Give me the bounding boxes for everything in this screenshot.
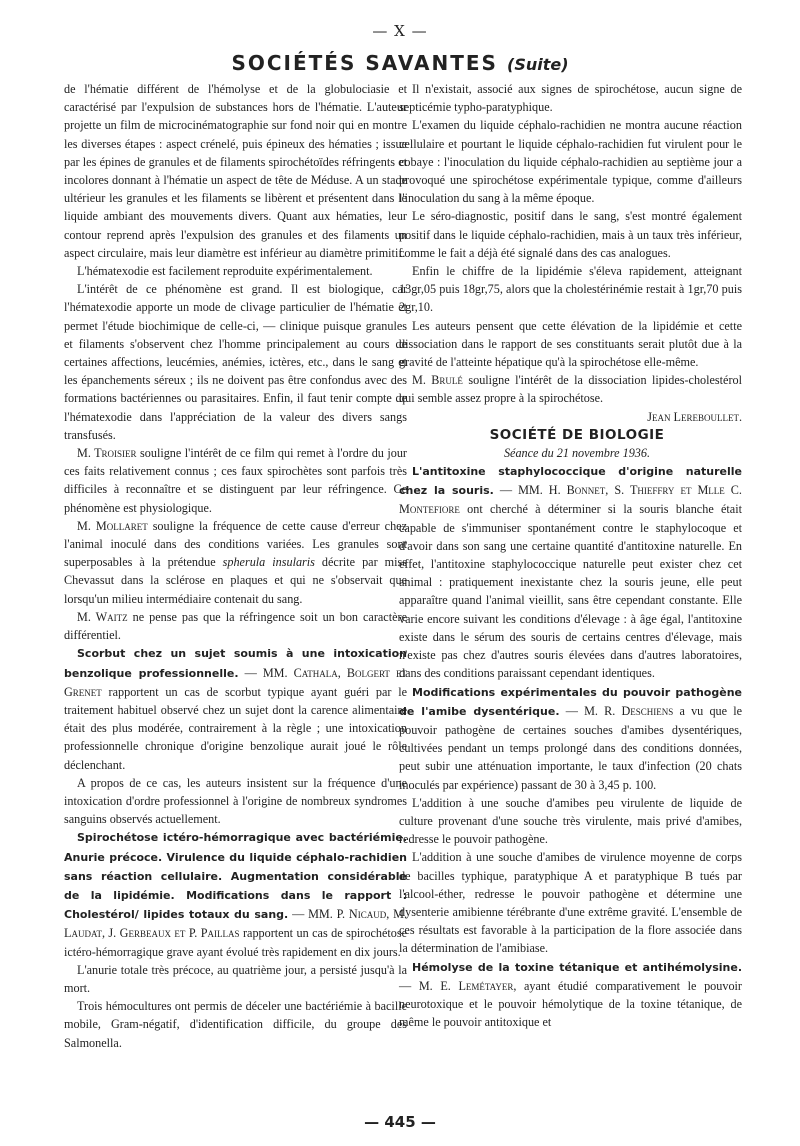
paragraph — [64, 644, 407, 773]
paragraph-text: souligne l'intérêt de ce film qui remet à l'ordre du jour ces faits relativement connus ; ces faux spirochètes sont parfois très difficiles à reconnaître et se distinguent par leur réfringence. Ce phénomène est physiologique. — [64, 446, 407, 515]
paragraph — [64, 517, 407, 608]
section-subtitle: Séance du 21 novembre 1936. — [503, 445, 651, 460]
roman-page-marker: — X — — [372, 22, 428, 40]
header-suite: (Suite) — [507, 55, 569, 74]
paragraph: L'examen du liquide céphalo-rachidien ne montra aucune réaction cellulaire et pourtant le liquide céphalo-rachidien fut virulent pour le cobaye : l'inoculation du liquide céphalo-rachidien au septième jour a provoqué une spirochétose expérimentale typique, comme d'ailleurs l'inoculation du sang à la même époque. — [399, 118, 742, 206]
communication-title: Spirochétose ictéro-hémorragique avec bactériémie. Anurie précoce. Virulence du liquide céphalo-rachidien sans réaction cellulaire. Augmentation considérable de la lipidémie. Modifications dans le rapport : Cholestérol/ lipides totaux du sang. — [64, 831, 407, 922]
paragraph: Les auteurs pensent que cette élévation de la lipidémie et cette dissociation dans le rapport de ses constituants serait plutôt due à la gravité de l'atteinte hépatique qu'à la spirochétose elle-même. — [399, 318, 742, 370]
paragraph-text: , ayant étudié comparativement le pouvoir neurotoxique et le pouvoir hémolytique de la toxine tétanique, de même le pouvoir antitoxique et — [399, 978, 742, 1030]
communication-title: Modifications expérimentales du pouvoir pathogène de l'amibe dysentérique. — [399, 685, 742, 718]
author-name: M. Waitz — [77, 609, 128, 624]
author-names: MM. Cathala, Bolgert et Grenet — [64, 665, 407, 699]
paragraph-text: rapportent un cas de spirochétose ictéro-hémorragique grave ayant évolué très rapidement en dix jours. — [64, 926, 407, 959]
paragraph — [64, 608, 407, 644]
paragraph — [399, 371, 742, 407]
paragraph: L'intérêt de ce phénomène est grand. Il est biologique, car l'hématexodie apporte un mode de clivage particulier de l'hématie et permet l'étude biochimique de celle-ci, — clinique puisque granules et filaments s'observent chez l'homme principalement au cours de certaines affections, leucémies, anémies, ictères, etc., dans le sang et les épanchements séreux ; ils ne doivent pas être confondus avec des formations bactériennes ou parasitaires. Enfin, il faut tenir compte de l'hématexodie dans l'appréciation de la valeur des divers sangs transfusés. — [64, 282, 407, 442]
dash: — — [559, 703, 585, 718]
paragraph — [64, 828, 407, 960]
page-number: — 445 — — [364, 1113, 436, 1131]
paragraph — [64, 444, 407, 517]
paragraph — [399, 958, 742, 1032]
communication-title: L'antitoxine staphylococcique d'origine naturelle chez la souris. — [399, 465, 742, 498]
dash: — — [288, 907, 309, 922]
author-name: M. Troisier — [77, 446, 137, 461]
paragraph: L'addition à une souche d'amibes de virulence moyenne de corps de bacilles typhique, paratyphique A et paratyphique B tués par l'alcool-éther, redresse le pouvoir pathogène et détermine une dysenterie amibienne térébrante d'une extrême gravité. L'ensemble de ces résultats est favorable à la participation de la flore associée dans la détermination de l'amibiase. — [399, 850, 742, 956]
dash: — — [493, 483, 519, 498]
dash: — — [399, 978, 419, 993]
page-header — [0, 49, 800, 79]
author-names: M. R. Deschiens — [584, 703, 674, 718]
paragraph: Trois hémocultures ont permis de déceler une bactériémie à bacille mobile, Gram-négatif, d'identification difficile, du groupe des Salmonella. — [64, 999, 407, 1050]
communication-title: Hémolyse de la toxine tétanique et antihémolysine. — [412, 960, 742, 974]
paragraph: de l'hématie différent de l'hémolyse et de la globulociasie et caractérisé par l'expulsion de substances hors de l'hématie. L'auteur projette un film de microcinématographie sur fond noir qui en montre les diverses étapes : aspect crénelé, puis épineux des hématies ; issue par les épines de granules et de filaments spirochétoïdes réfringents et incolores donnant à l'hématie un aspect de tête de Méduse. A un stade ultérieur les granules et les filaments se libèrent et présentent dans le liquide ambiant des mouvements divers. Quant aux hématies, leur contour reprend après l'expulsion des granules et des filaments un aspect circulaire, mais leur diamètre est inférieur au diamètre primitif. — [64, 82, 407, 260]
left-column — [64, 80, 407, 1052]
paragraph: Le séro-diagnostic, positif dans le sang, s'est montré également positif dans le liquide céphalo-rachidien, mais à un taux très inférieur, comme le fait a déjà été signalé dans des cas analogues. — [399, 209, 742, 260]
paragraph: Il n'existait, associé aux signes de spirochétose, aucun signe de septicémie typho-paratyphique. — [399, 82, 742, 115]
paragraph: L'hématexodie est facilement reproduite expérimentalement. — [77, 264, 373, 279]
section-title: SOCIÉTÉ DE BIOLOGIE — [489, 426, 665, 443]
paragraph-text: souligne la fréquence de cette cause d'erreur chez l'animal inoculé dans des conditions variées. Les granules sont superposables à la prétendue — [64, 518, 407, 570]
paragraph: Enfin le chiffre de la lipidémie s'éleva rapidement, atteignant 13gr,05 puis 18gr,75, alors que la cholestérinémie restait à 1gr,70 puis 2gr,10. — [399, 264, 742, 315]
paragraph — [399, 462, 742, 682]
communication-title: Scorbut chez un sujet soumis à une intoxication benzolique professionnelle. — [64, 647, 407, 680]
signature: Jean Lereboullet. — [647, 409, 742, 424]
paragraph-text: décrite par miss Chevassut dans la sclérose en plaques et qui ne s'observait que lorsqu'un milieu intermédiaire contenait du sang. — [64, 555, 407, 606]
paragraph-text: a vu que le pouvoir pathogène de certaines souches d'amibes dysentériques, cultivées pendant un temps prolongé dans des conditions données, peut subir une atténuation importante, le taux d'infection (20 chats inoculés par expérience) passant de 30 à 3,45 p. 100. — [399, 703, 743, 792]
paragraph: L'addition à une souche d'amibes peu virulente de liquide de culture provenant d'une souche très virulente, mais privé d'amibes, redresse le pouvoir pathogène. — [399, 795, 742, 847]
paragraph: L'anurie totale très précoce, au quatrième jour, a persisté jusqu'à la mort. — [64, 962, 407, 995]
paragraph: A propos de ce cas, les auteurs insistent sur la fréquence d'une intoxication d'ordre professionnel à l'origine de nombreux syndromes sanguins observés actuellement. — [64, 775, 407, 827]
author-names: MM. P. Nicaud, M. Laudat, J. Gerbeaux et P. Paillas — [64, 907, 407, 941]
paragraph-text: ont cherché à déterminer si la souris blanche était capable de s'immuniser spontanément contre le staphylocoque et d'avoir dans son sang une certaine quantité d'antitoxine naturelle. En effet, l'antitoxine staphylococcique naturelle peut exister chez cet animal : pratiquement inexistante chez la souris jeune, elle peut apparaître quand l'animal vieillit, sans être cependant constante. Elle varie encore suivant les conditions d'élevage : à âge égal, l'antitoxine existe dans le sérum des souris de certains centres d'élevage, mais n'existe pas chez d'autres souris élevées dans d'autres laboratoires, dans des conditions paraissant cependant identiques. — [399, 502, 742, 681]
paragraph — [399, 683, 742, 794]
dash: — — [238, 665, 263, 680]
header-title: SOCIÉTÉS SAVANTES — [231, 51, 498, 75]
author-name: M. Brulé — [412, 373, 463, 388]
author-name: M. Mollaret — [77, 518, 148, 533]
author-names: M. E. Lemétayer — [418, 978, 514, 993]
italic-term: spherula insularis — [222, 555, 315, 570]
right-column — [399, 80, 742, 1031]
paragraph-text: souligne l'intérêt de la dissociation lipides-cholestérol qui semble assez propre à la spirochétose. — [399, 373, 743, 406]
author-names: MM. H. Bonnet, S. Thieffry et Mlle C. Montefiore — [399, 483, 742, 517]
paragraph-text: rapportent un cas de scorbut typique ayant guéri par le traitement habituel observé chez un sujet dont la carence alimentaire était des plus modérée, contrairement à la règle ; une intoxication professionnelle chronique d'origine benzolique aurait joué le rôle déclenchant. — [64, 684, 407, 772]
paragraph-text: ne pense pas que la réfringence soit un bon caractère différentiel. — [64, 609, 407, 643]
